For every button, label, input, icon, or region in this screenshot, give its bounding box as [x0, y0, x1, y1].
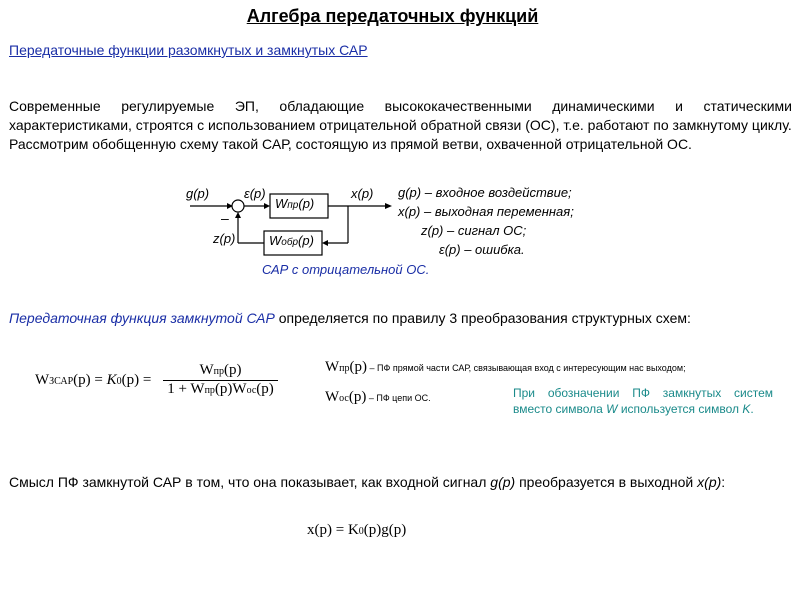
summing-junction	[232, 200, 244, 212]
label-minus-sign: –	[221, 210, 229, 226]
formula-denominator: 1 + Wпр(p)Wос(p)	[167, 381, 274, 397]
label-output: x(p)	[351, 186, 374, 201]
output-formula: x(p) = K0(p)g(p)	[307, 522, 407, 538]
page-title: Алгебра передаточных функций	[246, 6, 539, 26]
definition-feedback: Wос(p) – ПФ цепи ОС.	[325, 389, 431, 405]
legend-item-output: x(p) – выходная переменная;	[398, 204, 574, 219]
formula-fraction	[163, 362, 278, 398]
legend-item-feedback: z(p) – сигнал ОС;	[421, 223, 527, 238]
label-input: g(p)	[186, 186, 210, 201]
section-subtitle: Передаточные функции разомкнутых и замкнутых САР	[9, 42, 368, 58]
diagram-legend	[398, 183, 574, 259]
legend-item-error: ε(p) – ошибка.	[439, 242, 525, 257]
definition-forward: Wпр(p) – ПФ прямой части САР, связывающая вход с интересующим нас выходом;	[325, 359, 686, 375]
forward-block-label: Wпр(p)	[275, 196, 315, 211]
notation-note: При обозначении ПФ замкнутых систем вместо символа W используется символ K.	[513, 386, 773, 416]
rule-sentence	[9, 310, 691, 326]
intro-text-1: Современные регулируемые ЭП, обладающие высококачественными динамическими и статическими характеристиками, строятся с использованием отрицательной обратной связи (ОС), т.е. работают по замкнутому циклу.	[9, 98, 792, 133]
intro-paragraph	[9, 97, 792, 154]
formula-numerator: Wпр(p)	[163, 362, 278, 381]
formula-lhs: WЗСАР(p) = K0(p) =	[35, 372, 152, 388]
diagram-caption: САР с отрицательной ОС.	[262, 262, 430, 277]
label-feedback-signal: z(p)	[213, 231, 236, 246]
feedback-block-label: Wобр(p)	[269, 233, 314, 248]
meaning-paragraph: Смысл ПФ замкнутой САР в том, что она показывает, как входной сигнал g(p) преобразуется в выходной x(p):	[9, 474, 726, 490]
label-error: ε(p)	[244, 186, 266, 201]
legend-item-input: g(p) – входное воздействие;	[398, 185, 572, 200]
rule-plain: определяется по правилу 3 преобразования структурных схем:	[274, 310, 691, 326]
rule-italic: Передаточная функция замкнутой САР	[9, 310, 275, 326]
intro-text-2: Рассмотрим обобщенную схему такой САР, состоящую из прямой ветви, охваченной отрицательной ОС.	[9, 136, 692, 152]
